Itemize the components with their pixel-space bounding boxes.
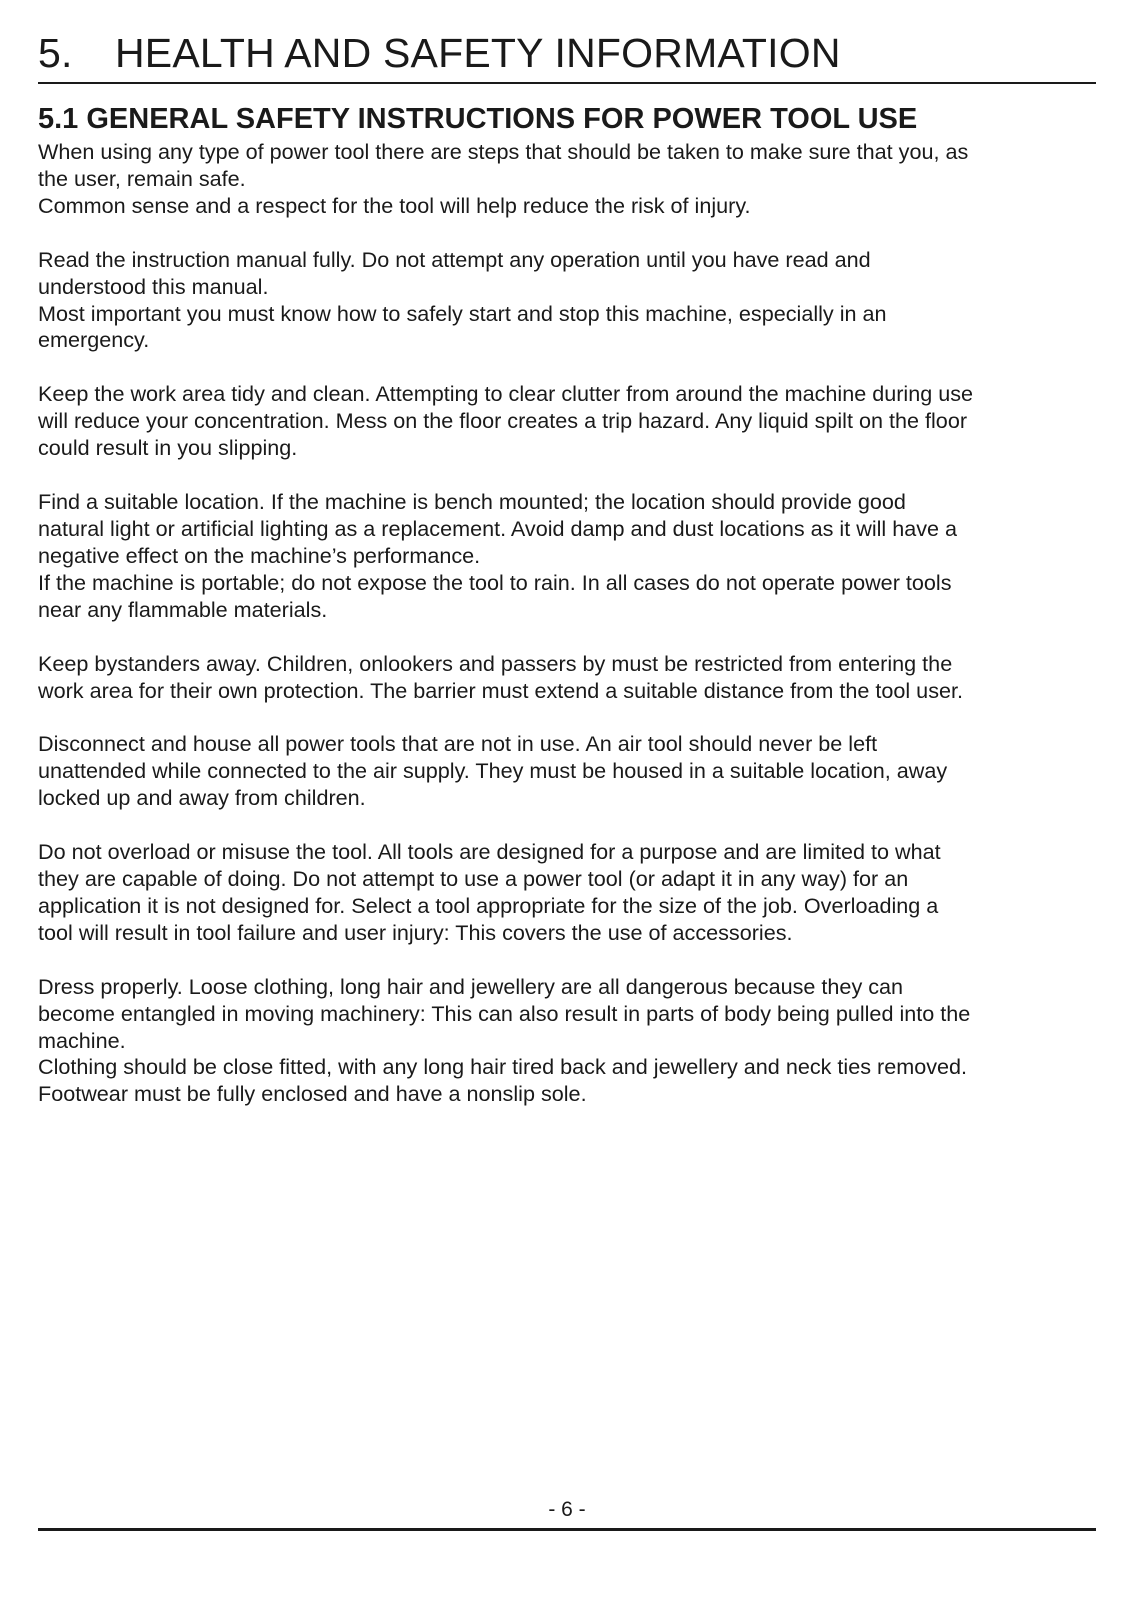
manual-page <box>38 0 1096 1600</box>
text-line: locked up and away from children. <box>38 785 366 811</box>
text-line: could result in you slipping. <box>38 435 298 461</box>
chapter-number: 5. <box>38 30 73 76</box>
text-line: machine. <box>38 1027 126 1053</box>
text-line: natural light or artificial lighting as a replacement. Avoid damp and dust locations as it will have a <box>38 515 958 541</box>
text-line: Most important you must know how to safely start and stop this machine, especially in an <box>38 300 887 326</box>
text-line: become entangled in moving machinery: This can also result in parts of body being pulled into the <box>38 1000 971 1026</box>
footer-divider <box>38 1528 1096 1531</box>
chapter-title: HEALTH AND SAFETY INFORMATION <box>115 30 841 76</box>
text-line: Do not overload or misuse the tool. All tools are designed for a purpose and are limited to what <box>38 839 941 865</box>
paragraph-read-manual <box>38 247 1096 355</box>
text-line: tool will result in tool failure and user injury: This covers the use of accessories. <box>38 919 793 945</box>
text-line: the user, remain safe. <box>38 165 246 191</box>
paragraph-work-area <box>38 381 1096 462</box>
text-line: near any flammable materials. <box>38 596 328 622</box>
body-text <box>38 139 1096 1135</box>
paragraph-disconnect <box>38 731 1096 812</box>
text-line: Common sense and a respect for the tool will help reduce the risk of injury. <box>38 192 751 218</box>
text-line: understood this manual. <box>38 273 269 299</box>
text-line: Footwear must be fully enclosed and have a nonslip sole. <box>38 1081 587 1107</box>
text-line: application it is not designed for. Select a tool appropriate for the size of the job. Overloading a <box>38 892 939 918</box>
text-line: Disconnect and house all power tools that are not in use. An air tool should never be left <box>38 731 878 757</box>
text-line: negative effect on the machine’s performance. <box>38 542 481 568</box>
text-line: Read the instruction manual fully. Do not attempt any operation until you have read and <box>38 246 871 272</box>
header-divider <box>38 82 1096 84</box>
text-line: will reduce your concentration. Mess on the floor creates a trip hazard. Any liquid spilt on the floor <box>38 408 968 434</box>
section-title: 5.1 GENERAL SAFETY INSTRUCTIONS FOR POWER TOOL USE <box>38 103 918 135</box>
text-line: unattended while connected to the air supply. They must be housed in a suitable location, away <box>38 758 948 784</box>
text-line: Keep the work area tidy and clean. Attempting to clear clutter from around the machine during use <box>38 381 974 407</box>
text-line: Keep bystanders away. Children, onlookers and passers by must be restricted from entering the <box>38 650 953 676</box>
page-number: - 6 - <box>548 1498 586 1521</box>
paragraph-location <box>38 489 1096 624</box>
paragraph-intro <box>38 139 1096 220</box>
text-line: emergency. <box>38 327 150 353</box>
paragraph-overload <box>38 839 1096 947</box>
text-line: Dress properly. Loose clothing, long hair and jewellery are all dangerous because they can <box>38 973 904 999</box>
paragraph-bystanders <box>38 651 1096 705</box>
text-line: If the machine is portable; do not expose the tool to rain. In all cases do not operate power tools <box>38 569 952 595</box>
text-line: When using any type of power tool there are steps that should be taken to make sure that you, as <box>38 139 969 164</box>
text-line: Clothing should be close fitted, with any long hair tired back and jewellery and neck ties removed. <box>38 1054 968 1080</box>
text-line: they are capable of doing. Do not attempt to use a power tool (or adapt it in any way) for an <box>38 866 909 892</box>
text-line: work area for their own protection. The barrier must extend a suitable distance from the tool user. <box>38 677 963 703</box>
text-line: Find a suitable location. If the machine is bench mounted; the location should provide good <box>38 489 906 515</box>
chapter-heading <box>38 28 841 78</box>
paragraph-dress <box>38 974 1096 1109</box>
